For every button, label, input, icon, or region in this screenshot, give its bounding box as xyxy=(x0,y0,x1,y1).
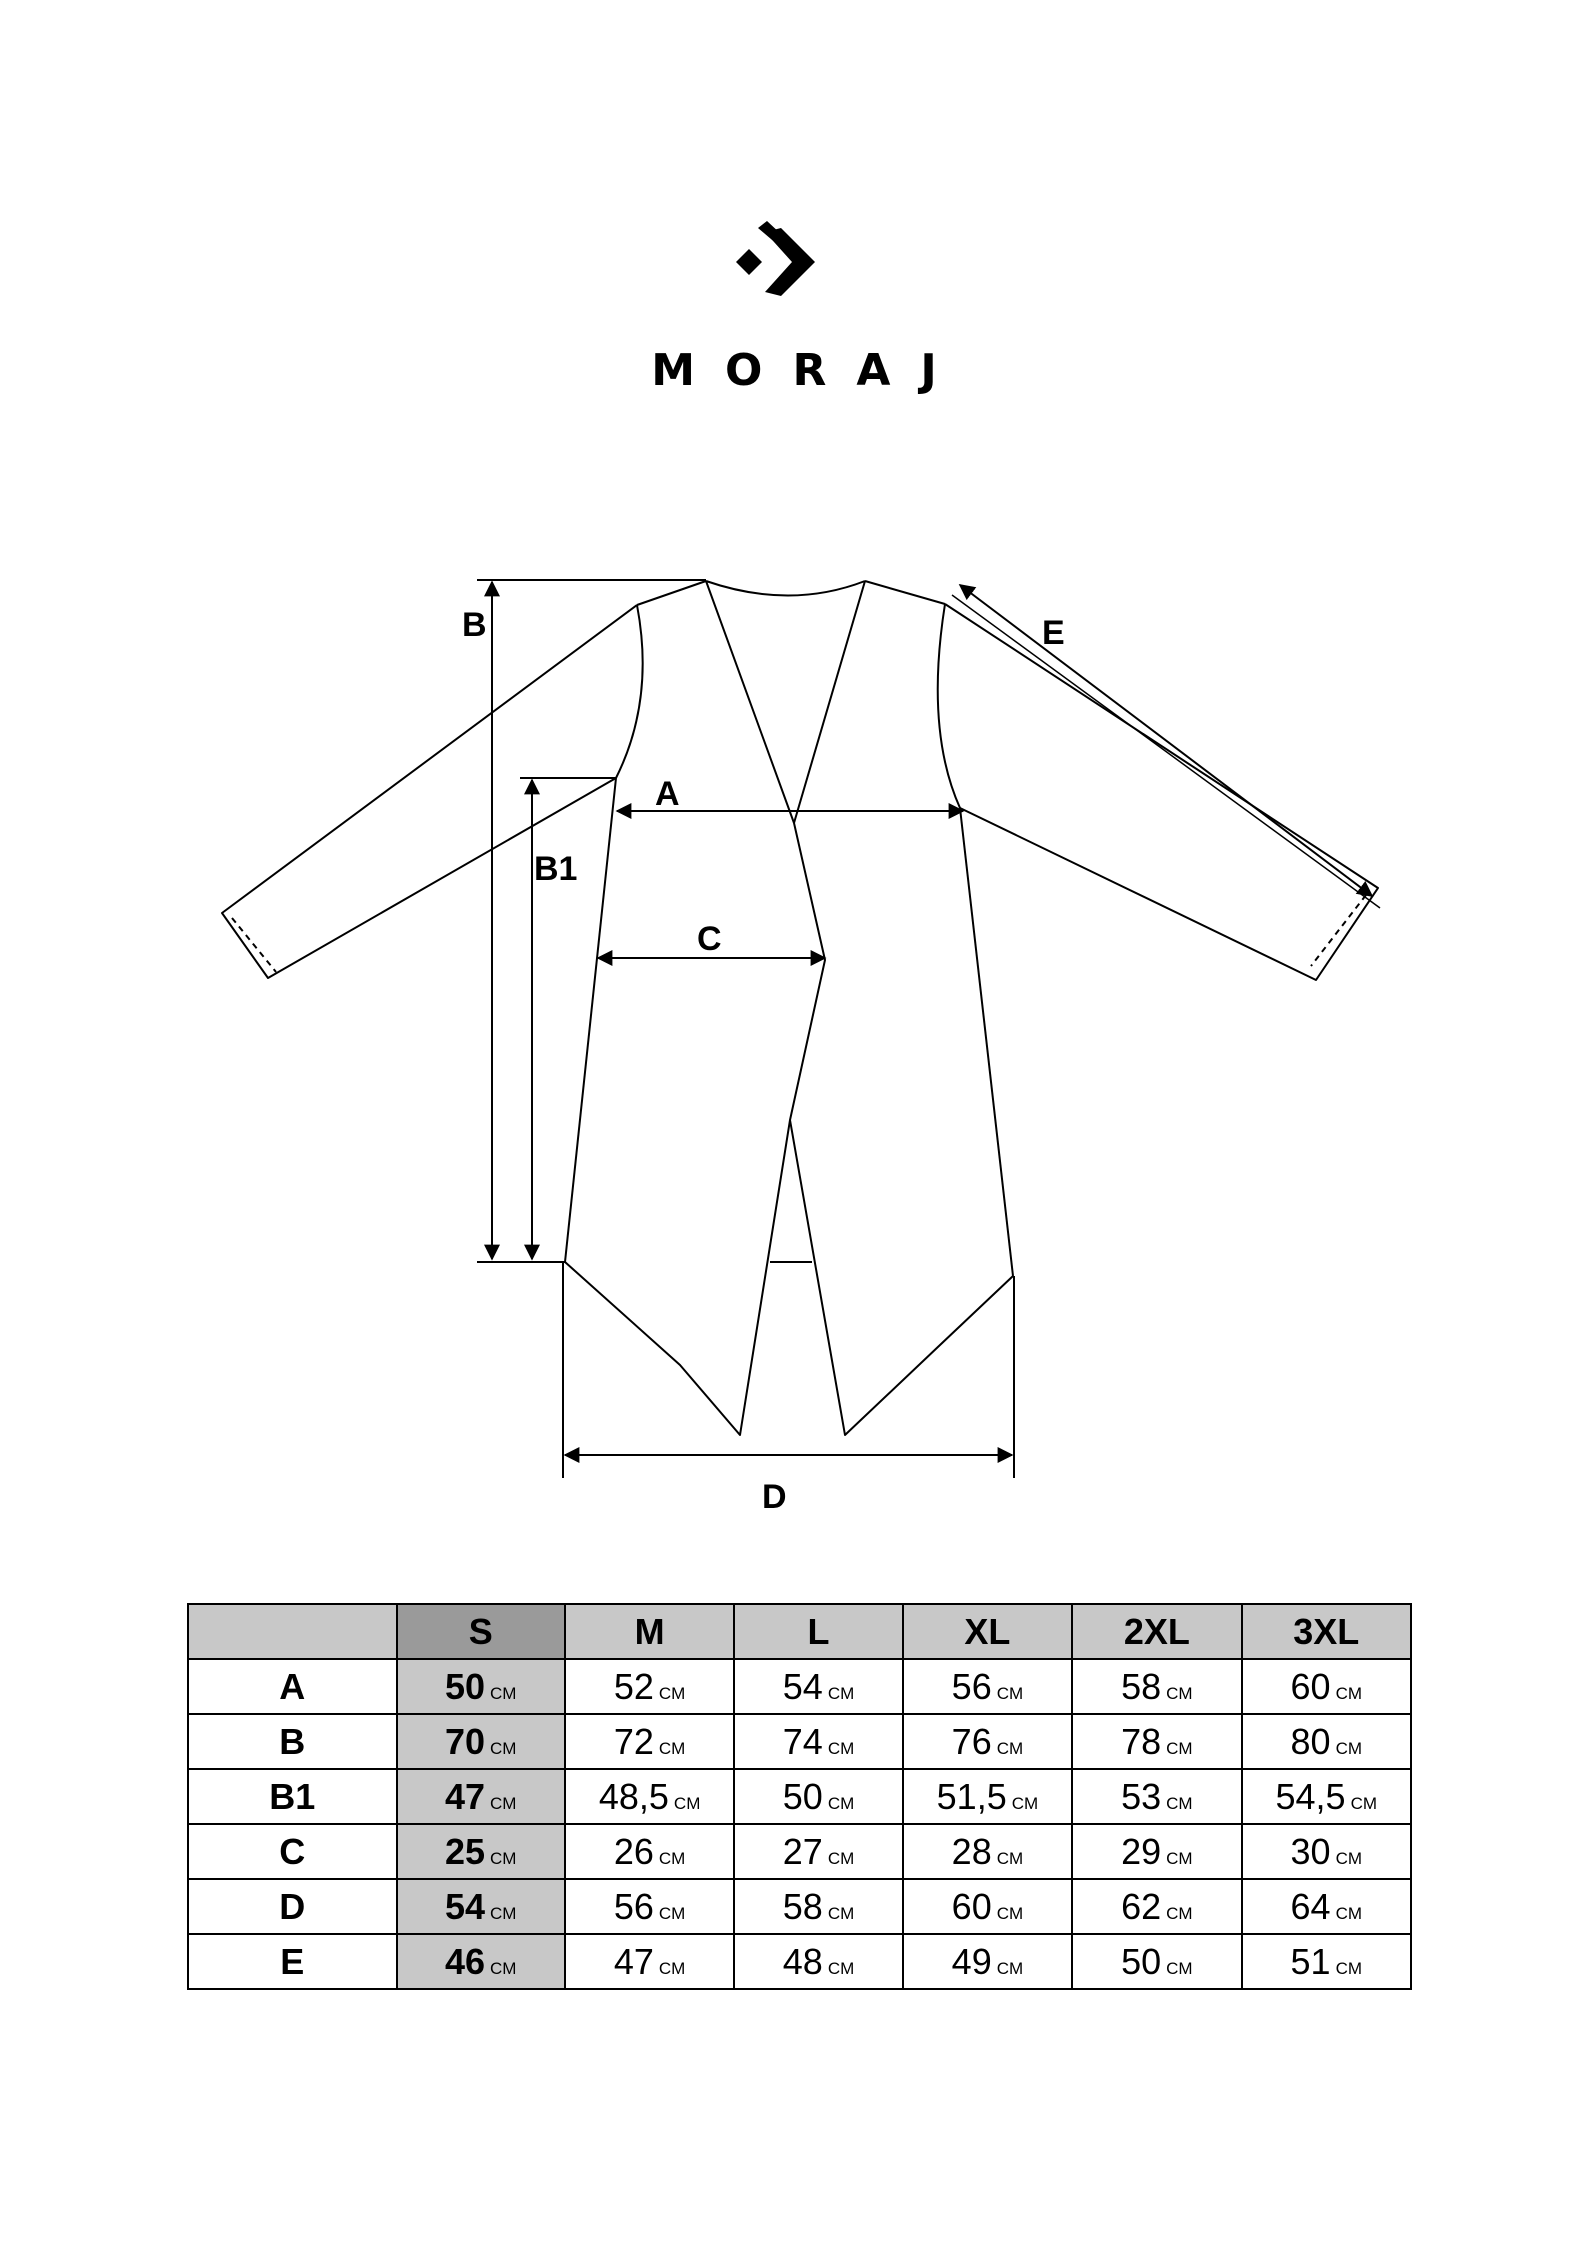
measure-cell xyxy=(1072,1879,1241,1934)
measure-value: 70 xyxy=(444,1720,485,1762)
measure-unit: CM xyxy=(1166,1793,1193,1813)
garment-diagram xyxy=(0,540,1588,1540)
measure-unit: CM xyxy=(490,1903,517,1923)
measure-cell xyxy=(734,1769,902,1824)
measure-unit: CM xyxy=(1335,1738,1363,1758)
measure-value: 80 xyxy=(1290,1720,1331,1762)
measure-cell xyxy=(397,1769,565,1824)
measure-label: B xyxy=(188,1714,397,1769)
measure-cell xyxy=(1072,1714,1241,1769)
measure-value: 58 xyxy=(782,1885,823,1927)
measure-unit: CM xyxy=(1166,1958,1193,1978)
measure-unit: CM xyxy=(1335,1683,1363,1703)
measure-value: 54,5 xyxy=(1275,1775,1346,1817)
garment-outline xyxy=(222,581,1378,1435)
measure-value: 28 xyxy=(951,1830,992,1872)
measure-cell xyxy=(1242,1824,1411,1879)
measure-value: 74 xyxy=(782,1720,823,1762)
measure-cell xyxy=(1072,1824,1241,1879)
measure-unit: CM xyxy=(996,1958,1024,1978)
measure-value: 51 xyxy=(1290,1940,1331,1982)
measure-cell xyxy=(1242,1659,1411,1714)
measure-value: 50 xyxy=(782,1775,823,1817)
measure-label: B1 xyxy=(188,1769,397,1824)
measure-cell xyxy=(1242,1879,1411,1934)
measure-value: 48 xyxy=(782,1940,823,1982)
size-header-row xyxy=(188,1604,1411,1659)
measure-value: 47 xyxy=(613,1940,654,1982)
measure-unit: CM xyxy=(827,1958,855,1978)
measure-value: 30 xyxy=(1290,1830,1331,1872)
size-header-m: M xyxy=(565,1604,734,1659)
measure-cell xyxy=(397,1659,565,1714)
measure-value: 48,5 xyxy=(598,1775,669,1817)
measure-value: 56 xyxy=(613,1885,654,1927)
size-header-2xl: 2XL xyxy=(1072,1604,1241,1659)
measure-value: 53 xyxy=(1121,1775,1162,1817)
measure-unit: CM xyxy=(1166,1848,1193,1868)
measure-unit: CM xyxy=(996,1903,1024,1923)
measure-unit: CM xyxy=(996,1683,1024,1703)
label-b1: B1 xyxy=(534,850,578,888)
size-header-xl: XL xyxy=(903,1604,1072,1659)
label-b: B xyxy=(462,606,487,644)
measure-unit: CM xyxy=(1166,1903,1193,1923)
measure-value: 60 xyxy=(1290,1665,1331,1707)
measure-cell xyxy=(734,1714,902,1769)
label-d: D xyxy=(762,1478,787,1516)
measure-cell xyxy=(565,1824,734,1879)
measure-unit: CM xyxy=(490,1738,517,1758)
measure-unit: CM xyxy=(1350,1793,1378,1813)
measure-value: 54 xyxy=(444,1885,485,1927)
measure-value: 27 xyxy=(782,1830,823,1872)
measure-cell xyxy=(397,1714,565,1769)
size-table xyxy=(187,1603,1412,1990)
measure-value: 29 xyxy=(1121,1830,1162,1872)
measure-cell xyxy=(734,1659,902,1714)
table-row xyxy=(188,1824,1411,1879)
measure-value: 78 xyxy=(1121,1720,1162,1762)
measure-unit: CM xyxy=(490,1683,517,1703)
measure-value: 62 xyxy=(1121,1885,1162,1927)
measure-value: 56 xyxy=(951,1665,992,1707)
measure-cell xyxy=(734,1824,902,1879)
measure-unit: CM xyxy=(658,1958,686,1978)
measure-value: 72 xyxy=(613,1720,654,1762)
label-a: A xyxy=(655,775,680,813)
measure-cell xyxy=(565,1879,734,1934)
measure-unit: CM xyxy=(1335,1903,1363,1923)
measure-cell xyxy=(1242,1769,1411,1824)
measure-cell xyxy=(397,1879,565,1934)
measure-unit: CM xyxy=(1335,1848,1363,1868)
measure-unit: CM xyxy=(827,1738,855,1758)
measure-cell xyxy=(903,1659,1072,1714)
size-header-3xl: 3XL xyxy=(1242,1604,1411,1659)
measure-cell xyxy=(734,1879,902,1934)
measure-cell xyxy=(565,1659,734,1714)
measure-unit: CM xyxy=(827,1683,855,1703)
measure-cell xyxy=(903,1879,1072,1934)
table-row xyxy=(188,1934,1411,1989)
table-corner xyxy=(188,1604,397,1659)
measure-unit: CM xyxy=(1166,1738,1193,1758)
measure-unit: CM xyxy=(673,1793,701,1813)
measure-unit: CM xyxy=(490,1793,517,1813)
measure-value: 54 xyxy=(782,1665,823,1707)
brand-name: MORAJ xyxy=(651,345,967,396)
measure-value: 58 xyxy=(1121,1665,1162,1707)
measure-unit: CM xyxy=(827,1848,855,1868)
table-row xyxy=(188,1769,1411,1824)
measure-unit: CM xyxy=(658,1903,686,1923)
measure-unit: CM xyxy=(827,1903,855,1923)
label-e: E xyxy=(1042,614,1065,652)
measure-cell xyxy=(903,1824,1072,1879)
measure-cell xyxy=(565,1714,734,1769)
measure-unit: CM xyxy=(658,1738,686,1758)
measure-value: 50 xyxy=(444,1665,485,1707)
measure-cell xyxy=(734,1934,902,1989)
measure-cell xyxy=(565,1769,734,1824)
measure-value: 51,5 xyxy=(936,1775,1007,1817)
measure-cell xyxy=(903,1769,1072,1824)
measure-unit: CM xyxy=(658,1848,686,1868)
label-c: C xyxy=(697,920,722,958)
chevron-arrow-logo-icon xyxy=(736,221,815,296)
measure-cell xyxy=(1242,1714,1411,1769)
table-row xyxy=(188,1714,1411,1769)
measure-cell xyxy=(397,1934,565,1989)
measure-cell xyxy=(903,1934,1072,1989)
table-row xyxy=(188,1659,1411,1714)
measure-value: 25 xyxy=(444,1830,485,1872)
measure-unit: CM xyxy=(490,1848,517,1868)
measure-unit: CM xyxy=(1011,1793,1039,1813)
measure-unit: CM xyxy=(1335,1958,1363,1978)
measure-label: A xyxy=(188,1659,397,1714)
measure-value: 60 xyxy=(951,1885,992,1927)
measure-cell xyxy=(1242,1934,1411,1989)
measure-unit: CM xyxy=(996,1848,1024,1868)
measure-unit: CM xyxy=(490,1958,517,1978)
measure-unit: CM xyxy=(996,1738,1024,1758)
measure-unit: CM xyxy=(658,1683,686,1703)
size-header-s: S xyxy=(397,1604,565,1659)
measure-value: 49 xyxy=(951,1940,992,1982)
measure-label: D xyxy=(188,1879,397,1934)
measure-value: 50 xyxy=(1121,1940,1162,1982)
measure-value: 26 xyxy=(613,1830,654,1872)
measure-cell xyxy=(397,1824,565,1879)
measure-label: C xyxy=(188,1824,397,1879)
measure-unit: CM xyxy=(1166,1683,1193,1703)
measure-label: E xyxy=(188,1934,397,1989)
measure-cell xyxy=(1072,1769,1241,1824)
measure-value: 46 xyxy=(444,1940,485,1982)
measure-value: 52 xyxy=(613,1665,654,1707)
measure-unit: CM xyxy=(827,1793,855,1813)
measure-lines xyxy=(477,580,1380,1478)
size-header-l: L xyxy=(734,1604,902,1659)
measure-cell xyxy=(903,1714,1072,1769)
measure-value: 47 xyxy=(444,1775,485,1817)
measure-cell xyxy=(565,1934,734,1989)
measure-cell xyxy=(1072,1934,1241,1989)
table-row xyxy=(188,1879,1411,1934)
measure-value: 64 xyxy=(1290,1885,1331,1927)
measure-value: 76 xyxy=(951,1720,992,1762)
measure-cell xyxy=(1072,1659,1241,1714)
